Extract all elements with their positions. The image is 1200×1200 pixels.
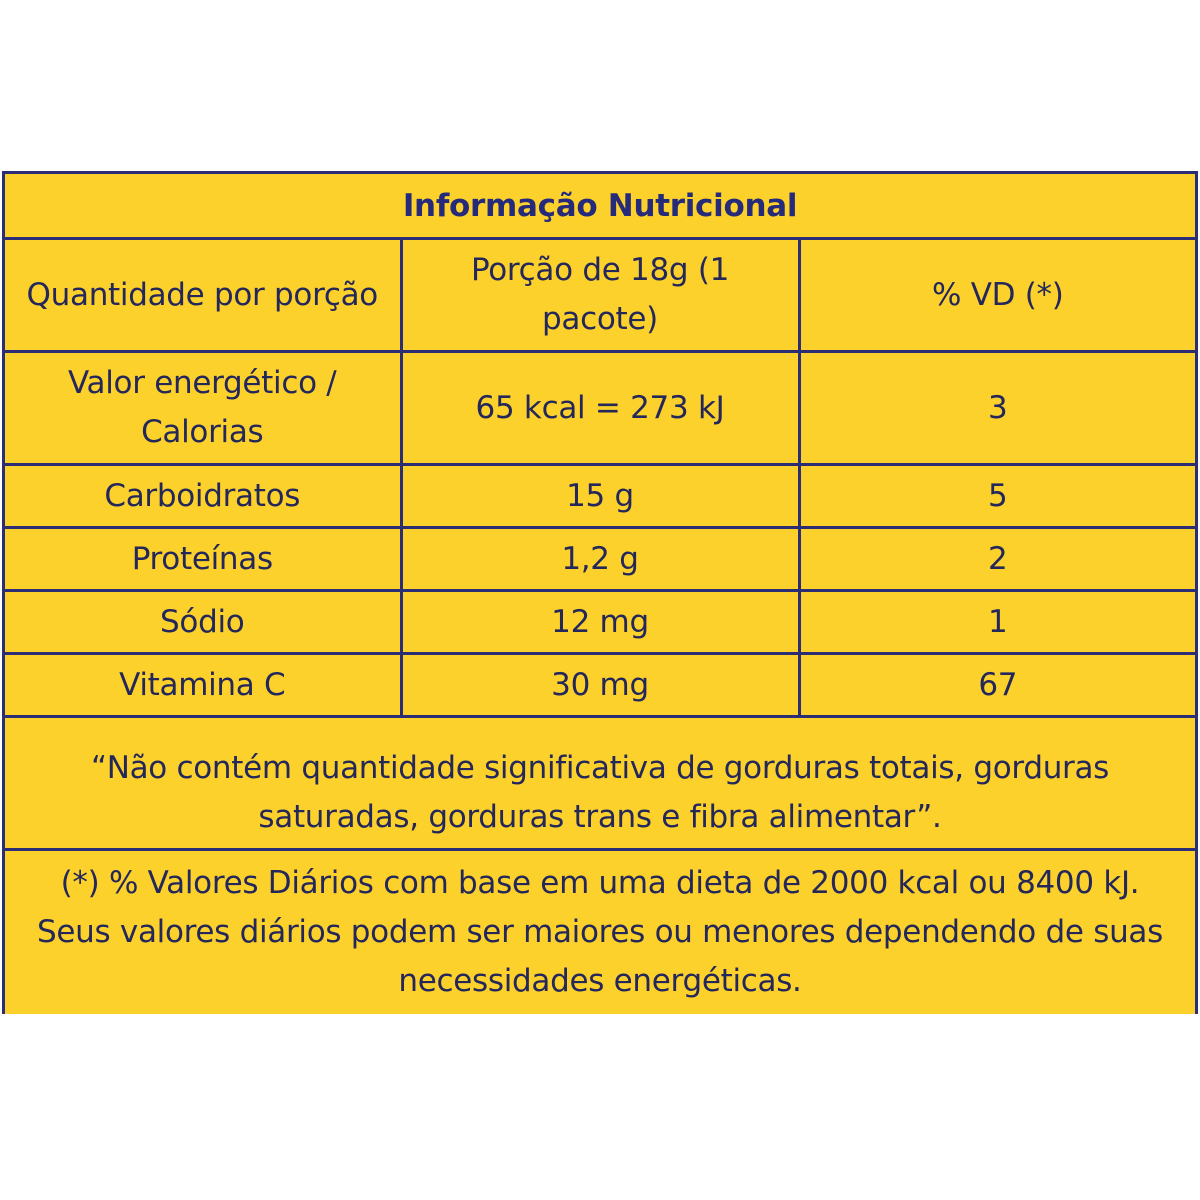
table-row [5, 528, 1195, 591]
nutrient-daily-value: 5 [799, 465, 1195, 528]
nutrient-amount: 1,2 g [401, 528, 799, 591]
nutrient-daily-value: 67 [799, 654, 1195, 717]
table-row [5, 654, 1195, 717]
no-fat-statement [5, 738, 1195, 851]
nutrient-name: Valor energético / Calorias [5, 352, 401, 465]
nutrient-daily-value: 3 [799, 352, 1195, 465]
nutrient-amount: 65 kcal = 273 kJ [401, 352, 799, 465]
no-fat-statement-text: “Não contém quantidade significativa de gorduras totais, gorduras saturadas, gorduras trans e fibra alimentar”. [90, 750, 1110, 835]
table-row [5, 591, 1195, 654]
table-row [5, 352, 1195, 465]
nutrient-daily-value: 1 [799, 591, 1195, 654]
nutrition-title: Informação Nutricional [5, 174, 1195, 240]
daily-value-footnote [5, 851, 1195, 1014]
table-row [5, 465, 1195, 528]
nutrient-name: Proteínas [5, 528, 401, 591]
nutrient-name: Carboidratos [5, 465, 401, 528]
header-serving-size: Porção de 18g (1 pacote) [401, 240, 799, 352]
nutrition-facts-label [2, 171, 1198, 1014]
header-row [5, 240, 1195, 352]
nutrient-daily-value: 2 [799, 528, 1195, 591]
nutrient-amount: 12 mg [401, 591, 799, 654]
nutrient-amount: 15 g [401, 465, 799, 528]
nutrient-amount: 30 mg [401, 654, 799, 717]
nutrient-name: Vitamina C [5, 654, 401, 717]
nutrition-table [5, 240, 1195, 718]
header-daily-value: % VD (*) [799, 240, 1195, 352]
daily-value-footnote-text: (*) % Valores Diários com base em uma dieta de 2000 kcal ou 8400 kJ. Seus valores diários podem ser maiores ou menores dependendo de suas necessidades energéticas. [37, 865, 1163, 999]
header-serving-quantity: Quantidade por porção [5, 240, 401, 352]
nutrient-name: Sódio [5, 591, 401, 654]
